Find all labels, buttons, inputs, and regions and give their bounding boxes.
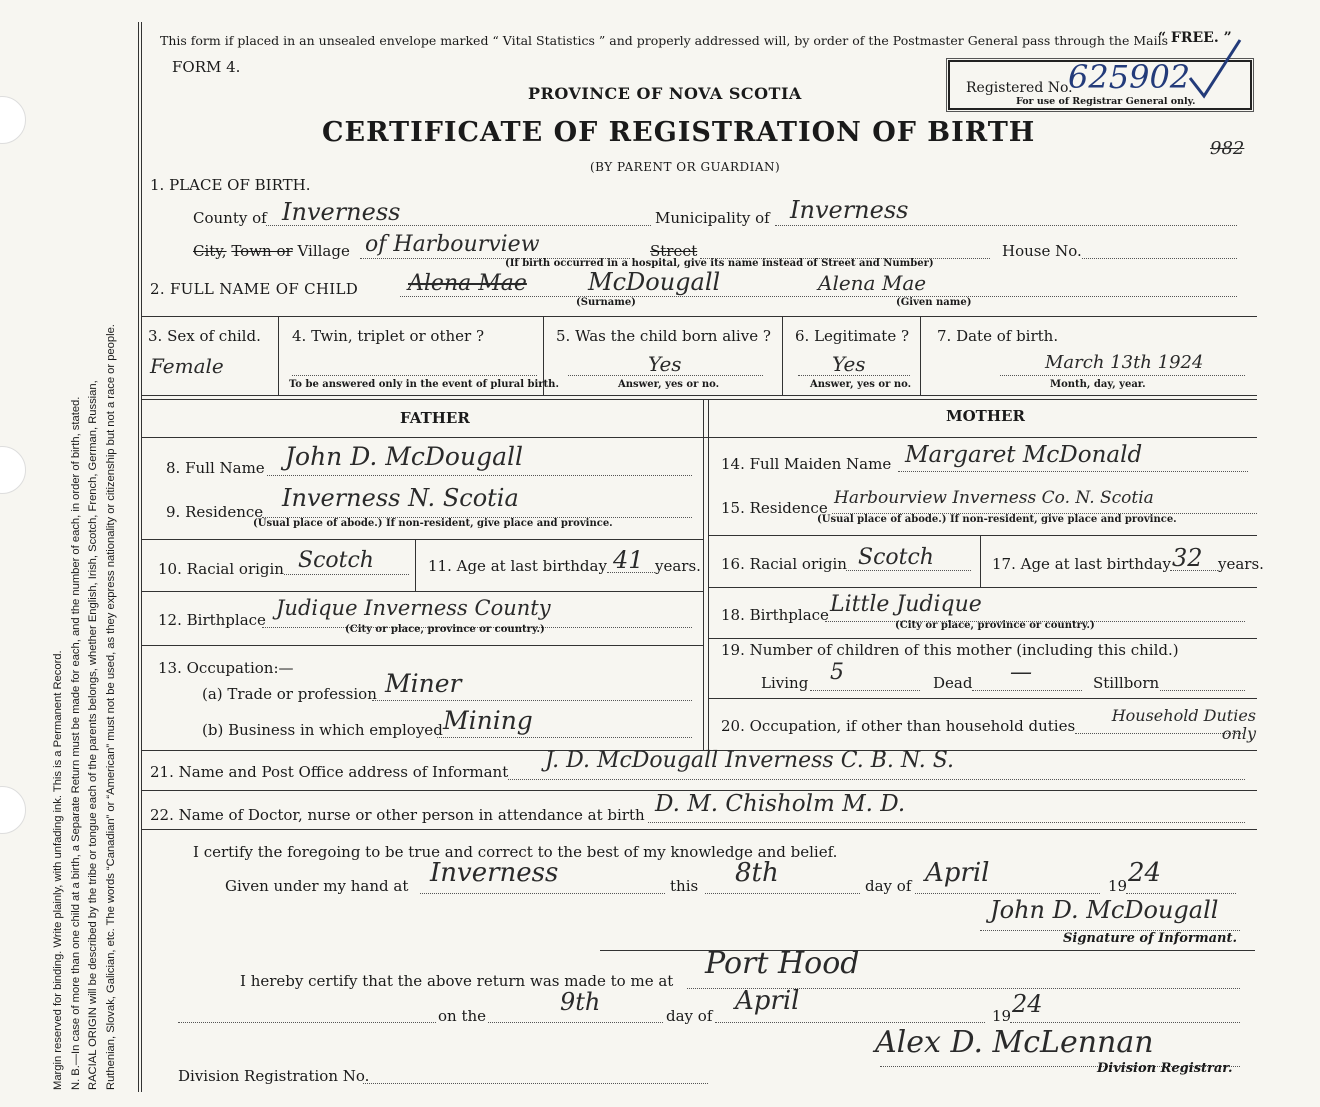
row-rule: [142, 539, 703, 540]
village-value: of Harbourview: [365, 232, 540, 257]
column-rule: [415, 539, 416, 591]
mother-residence-value: Harbourview Inverness Co. N. Scotia: [834, 488, 1154, 508]
margin-note-line: N. B.—In case of more than one child at a birth, a Separate Return must be made for each, and the number of each, in order of birth, stated.: [69, 396, 82, 1090]
business-value: Mining: [443, 706, 533, 735]
father-racial-label: 10. Racial origin: [158, 560, 284, 578]
given-day-value: 8th: [735, 858, 779, 888]
mother-heading: MOTHER: [946, 407, 1025, 425]
date-of-birth-label: 7. Date of birth.: [937, 327, 1059, 345]
column-rule: [278, 316, 279, 396]
father-name-value: John D. McDougall: [285, 442, 523, 471]
registrar-note: For use of Registrar General only.: [1016, 96, 1196, 107]
father-age-value: 41: [613, 546, 644, 574]
registrar-day-value: 9th: [560, 988, 601, 1016]
date-of-birth-value: March 13th 1924: [1045, 352, 1204, 373]
given-month-value: April: [925, 858, 990, 888]
registrar-place-value: Port Hood: [705, 946, 860, 981]
registered-label: Registered No.: [966, 80, 1073, 96]
father-name-label: 8. Full Name: [166, 459, 265, 477]
municipality-label: Municipality of: [655, 209, 770, 227]
row-rule: [142, 399, 1257, 400]
living-value: 5: [830, 660, 844, 685]
dead-value: —: [1010, 660, 1032, 685]
form-number: FORM 4.: [172, 58, 241, 76]
division-registration-line: [363, 1083, 708, 1084]
living-label: Living: [761, 674, 809, 692]
father-birthplace-value: Judique Inverness County: [276, 596, 551, 620]
row-rule: [142, 437, 1257, 438]
mother-age-value: 32: [1172, 544, 1203, 572]
mother-racial-label: 16. Racial origin: [721, 555, 847, 573]
legitimate-value: Yes: [832, 352, 866, 376]
surname-note: (Surname): [576, 297, 636, 308]
legitimate-label: 6. Legitimate ?: [795, 327, 910, 345]
on-the-label: on the: [438, 1007, 487, 1025]
informant-signature: John D. McDougall: [990, 896, 1219, 924]
alive-label: 5. Was the child born alive ?: [556, 327, 771, 345]
mother-racial-value: Scotch: [858, 545, 934, 570]
hospital-note: (If birth occurred in a hospital, give its name instead of Street and Number): [505, 258, 934, 269]
this-label: this: [670, 877, 699, 895]
row-rule: [142, 316, 1257, 317]
given-place-line: [420, 893, 665, 894]
doctor-line: [648, 822, 1245, 823]
given-year-value: 24: [1128, 858, 1162, 888]
informant-signature-label: Signature of Informant.: [1063, 931, 1237, 946]
sex-value: Female: [150, 354, 224, 378]
municipality-value: Inverness: [790, 196, 909, 224]
twin-label: 4. Twin, triplet or other ?: [292, 327, 484, 345]
sex-label: 3. Sex of child.: [148, 327, 261, 345]
father-birthplace-note: (City or place, province or country.): [345, 624, 545, 635]
mother-birthplace-note: (City or place, province or country.): [895, 620, 1095, 631]
father-name-line: [267, 475, 692, 476]
year-prefix: 19: [1108, 877, 1128, 895]
parents-divider: [703, 400, 704, 750]
twin-note: To be answered only in the event of plural birth.: [289, 379, 559, 390]
page-subtitle: (BY PARENT OR GUARDIAN): [590, 160, 781, 174]
given-year-line: [1126, 893, 1236, 894]
row-rule: [142, 395, 1257, 396]
margin-note-line: Ruthenian, Slovak, Galician, etc. The words “Canadian” or “American” must not be used, as they express nationality or citizenship but not a race or people.: [104, 324, 117, 1090]
date-of-birth-line: [1000, 375, 1245, 376]
day-of-label: day of: [865, 877, 912, 895]
given-name-note: (Given name): [896, 297, 972, 308]
father-age-unit: years.: [655, 557, 701, 575]
municipality-line: [775, 225, 1237, 226]
punch-hole: [0, 786, 26, 834]
trade-label: (a) Trade or profession: [202, 685, 377, 703]
living-line: [810, 690, 920, 691]
legitimate-note: Answer, yes or no.: [810, 379, 912, 390]
mother-occupation-label: 20. Occupation, if other than household duties: [721, 717, 1076, 735]
trade-value: Miner: [385, 669, 462, 698]
twin-line: [292, 375, 537, 376]
surname-value: McDougall: [588, 268, 721, 296]
free-notice: “ FREE. ”: [1158, 30, 1232, 46]
doctor-label: 22. Name of Doctor, nurse or other person in attendance at birth: [150, 806, 645, 824]
registrar-year-line: [1010, 1022, 1240, 1023]
father-racial-line: [284, 574, 409, 575]
row-rule: [709, 535, 1257, 536]
row-rule: [709, 698, 1257, 699]
informant-line: [508, 779, 1245, 780]
stillborn-label: Stillborn: [1093, 674, 1160, 692]
mother-occupation-value: Household Duties only: [1111, 706, 1256, 743]
column-rule: [980, 535, 981, 587]
given-under-label: Given under my hand at: [225, 877, 409, 895]
mother-racial-line: [846, 570, 971, 571]
father-residence-label: 9. Residence: [166, 503, 264, 521]
registrar-day-of-label: day of: [666, 1007, 713, 1025]
children-label: 19. Number of children of this mother (including this child.): [721, 641, 1179, 659]
occupation-label: 13. Occupation:—: [158, 659, 294, 677]
father-age-label: 11. Age at last birthday: [428, 557, 607, 575]
registrar-year-prefix: 19: [992, 1007, 1012, 1025]
mother-name-label: 14. Full Maiden Name: [721, 455, 892, 473]
father-residence-value: Inverness N. Scotia: [282, 484, 519, 512]
margin-note-line: Margin reserved for binding. Write plainly, with unfading ink. This is a Permanent Record.: [52, 650, 64, 1090]
row-rule: [600, 950, 1255, 951]
mother-birthplace-label: 18. Birthplace: [721, 606, 829, 624]
registrar-year-value: 24: [1012, 990, 1043, 1018]
registrar-statement: I hereby certify that the above return was made to me at: [240, 972, 674, 990]
row-rule: [142, 591, 703, 592]
given-place-value: Inverness: [430, 858, 559, 888]
registrar-blank-line: [178, 1022, 436, 1023]
corner-number: 982: [1210, 138, 1245, 159]
alive-note: Answer, yes or no.: [618, 379, 720, 390]
column-rule: [782, 316, 783, 396]
county-value: Inverness: [282, 198, 401, 226]
registrar-signature: Alex D. McLennan: [875, 1025, 1154, 1060]
father-racial-value: Scotch: [298, 548, 374, 573]
child-name-struck: Alena Mae: [408, 271, 527, 296]
house-line: [1082, 258, 1237, 259]
punch-hole: [0, 96, 26, 144]
street-label: Street: [650, 242, 698, 260]
alive-value: Yes: [648, 352, 682, 376]
dead-label: Dead: [933, 674, 973, 692]
given-name-value: Alena Mae: [818, 271, 927, 295]
business-line: [437, 737, 692, 738]
margin-note-line: RACIAL ORIGIN will be described by the tribe or tongue each of the parents belongs, whether English, Irish, Scotch, French, German, Russian,: [87, 380, 100, 1090]
column-rule: [920, 316, 921, 396]
father-heading: FATHER: [400, 409, 470, 427]
page-title: CERTIFICATE OF REGISTRATION OF BIRTH: [322, 117, 1036, 148]
given-day-line: [705, 893, 860, 894]
child-name-label: 2. FULL NAME OF CHILD: [150, 280, 359, 298]
city-town-village-label: City, Town or Village: [193, 242, 350, 260]
mother-age-label: 17. Age at last birthday: [992, 555, 1171, 573]
doctor-value: D. M. Chisholm M. D.: [655, 791, 906, 817]
mother-residence-note: (Usual place of abode.) If non-resident, give place and province.: [817, 514, 1177, 525]
informant-value: J. D. McDougall Inverness C. B. N. S.: [545, 748, 954, 773]
tick-mark-icon: [1186, 34, 1246, 104]
trade-line: [372, 700, 692, 701]
margin-rule: [138, 22, 139, 1092]
row-rule: [142, 829, 1257, 830]
margin-rule: [141, 22, 142, 1092]
registrar-month-line: [715, 1022, 985, 1023]
date-of-birth-note: Month, day, year.: [1050, 379, 1146, 390]
province-heading: PROVINCE OF NOVA SCOTIA: [528, 84, 802, 103]
mother-residence-label: 15. Residence: [721, 499, 828, 517]
row-rule: [142, 645, 703, 646]
mother-name-value: Margaret McDonald: [905, 442, 1143, 468]
business-label: (b) Business in which employed: [202, 721, 443, 739]
house-number-label: House No.: [1002, 242, 1082, 260]
row-rule: [709, 587, 1257, 588]
father-residence-note: (Usual place of abode.) If non-resident, give place and province.: [253, 518, 613, 529]
registrar-day-line: [488, 1022, 663, 1023]
row-rule: [709, 638, 1257, 639]
county-label: County of: [193, 209, 267, 227]
mother-age-unit: years.: [1218, 555, 1264, 573]
child-name-line: [400, 296, 1237, 297]
punch-hole: [0, 446, 26, 494]
mother-birthplace-value: Little Judique: [830, 592, 982, 617]
given-month-line: [915, 893, 1100, 894]
stillborn-line: [1160, 690, 1245, 691]
division-registration-label: Division Registration No.: [178, 1067, 370, 1085]
registered-number: 625902: [1068, 58, 1191, 96]
informant-label: 21. Name and Post Office address of Informant: [150, 763, 509, 781]
registrar-month-value: April: [735, 986, 800, 1016]
dead-line: [972, 690, 1082, 691]
division-registrar-label: Division Registrar.: [1097, 1061, 1233, 1076]
margin-notes: [50, 40, 120, 1090]
father-birthplace-label: 12. Birthplace: [158, 611, 266, 629]
mother-name-line: [898, 471, 1248, 472]
mail-note: This form if placed in an unsealed envelope marked “ Vital Statistics ” and properly addressed will, by order of the Postmaster General pass through the Mails: [160, 33, 1168, 48]
certify-statement: I certify the foregoing to be true and correct to the best of my knowledge and belief.: [193, 843, 838, 861]
place-of-birth-heading: 1. PLACE OF BIRTH.: [150, 176, 311, 194]
